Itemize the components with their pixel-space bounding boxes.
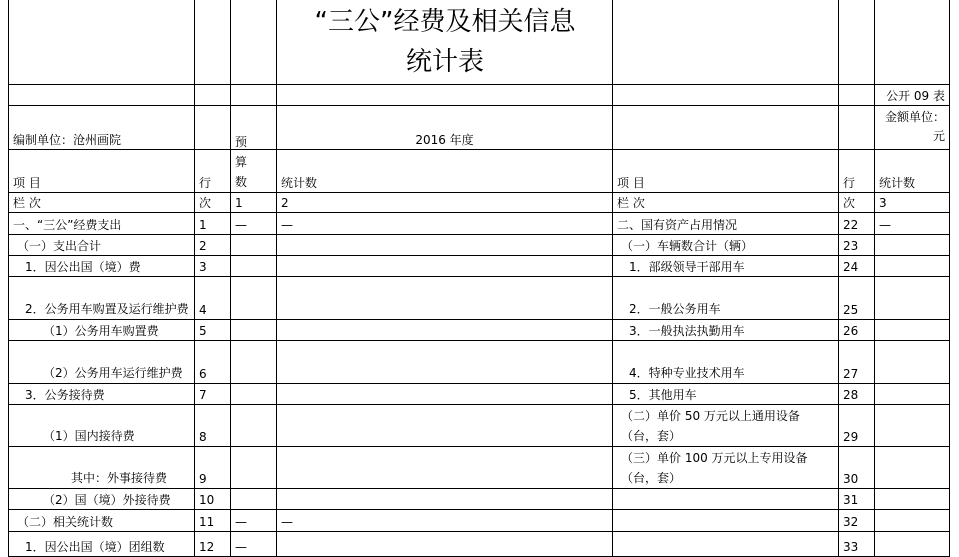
right-row-no-cell: 26 <box>838 319 875 341</box>
blank-cell <box>838 105 875 150</box>
left-budget-cell <box>230 255 277 277</box>
left-item-cell: （一）支出合计 <box>8 234 195 256</box>
right-item-cell: 5．其他用车 <box>612 383 839 405</box>
left-budget-cell <box>230 488 277 510</box>
col-index-row-2: 次 <box>838 192 875 213</box>
statistics-sheet <box>9 0 950 557</box>
left-budget-cell <box>230 404 277 447</box>
left-stat-cell <box>276 446 613 489</box>
blank-cell <box>8 84 195 106</box>
left-budget-cell <box>230 446 277 489</box>
header-item-2: 项 目 <box>612 149 839 193</box>
left-row-no-cell: 5 <box>194 319 231 341</box>
header-row-2: 行 <box>838 149 875 193</box>
left-row-no-cell: 6 <box>194 340 231 384</box>
left-row-no-cell: 3 <box>194 255 231 277</box>
left-item-cell: 1．因公出国（境）团组数 <box>8 531 195 557</box>
blank-cell <box>612 0 839 85</box>
right-stat-cell <box>874 446 950 489</box>
col-index-2: 2 <box>276 192 613 213</box>
right-item-cell: 1．部级领导干部用车 <box>612 255 839 277</box>
header-item: 项 目 <box>8 149 195 193</box>
left-item-cell: 3．公务接待费 <box>8 383 195 405</box>
header-budget: 预算数 <box>230 149 260 193</box>
left-row-no-cell: 4 <box>194 276 231 320</box>
blank-cell <box>230 84 277 106</box>
left-budget-cell <box>230 383 277 405</box>
col-index-1: 1 <box>230 192 277 213</box>
left-item-cell: （2）国（境）外接待费 <box>8 488 195 510</box>
right-stat-cell <box>874 404 950 447</box>
left-item-cell: （1）公务用车购置费 <box>8 319 195 341</box>
right-item-cell <box>612 531 839 557</box>
table-number: 公开 09 表 <box>874 84 950 106</box>
page-title <box>277 2 613 84</box>
left-budget-cell: — <box>230 212 277 235</box>
left-stat-cell <box>276 255 613 277</box>
col-index-3: 3 <box>874 192 950 213</box>
left-row-no-cell: 12 <box>194 531 231 557</box>
right-row-no-cell: 27 <box>838 340 875 384</box>
left-row-no-cell: 10 <box>194 488 231 510</box>
right-row-no-cell: 29 <box>838 404 875 447</box>
header-row: 行 <box>194 149 231 193</box>
right-stat-cell <box>874 255 950 277</box>
left-stat-cell <box>276 404 613 447</box>
right-stat-cell <box>874 509 950 532</box>
left-stat-cell <box>276 340 613 384</box>
right-row-no-cell: 32 <box>838 509 875 532</box>
left-row-no-cell: 1 <box>194 212 231 235</box>
left-item-cell: 2．公务用车购置及运行维护费 <box>8 276 195 320</box>
left-item-cell: （二）相关统计数 <box>8 509 195 532</box>
left-stat-cell <box>276 488 613 510</box>
left-budget-cell <box>230 319 277 341</box>
left-row-no-cell: 11 <box>194 509 231 532</box>
left-budget-cell <box>230 234 277 256</box>
right-item-cell: （一）车辆数合计（辆） <box>612 234 839 256</box>
right-item-cell <box>612 488 839 510</box>
right-stat-cell <box>874 276 950 320</box>
blank-cell <box>8 0 195 85</box>
left-stat-cell: — <box>276 212 613 235</box>
right-row-no-cell: 22 <box>838 212 875 235</box>
header-stat-2: 统计数 <box>874 149 950 193</box>
right-stat-cell <box>874 488 950 510</box>
right-item-cell: 二、国有资产占用情况 <box>612 212 839 235</box>
left-stat-cell <box>276 234 613 256</box>
right-stat-cell: — <box>874 212 950 235</box>
right-stat-cell <box>874 319 950 341</box>
left-stat-cell: — <box>276 509 613 532</box>
right-stat-cell <box>874 531 950 557</box>
left-item-cell: （1）国内接待费 <box>8 404 195 447</box>
right-item-cell: 4．特种专业技术用车 <box>612 340 839 384</box>
left-item-cell: 一、“三公”经费支出 <box>8 212 195 235</box>
blank-cell <box>874 0 950 85</box>
amount-unit-line-2: 元 <box>932 129 945 143</box>
col-index-label-2: 栏 次 <box>612 192 839 213</box>
right-row-no-cell: 25 <box>838 276 875 320</box>
right-stat-cell <box>874 383 950 405</box>
right-row-no-cell: 31 <box>838 488 875 510</box>
left-budget-cell <box>230 340 277 384</box>
header-budget-border <box>230 149 277 193</box>
left-item-cell: 1．因公出国（境）费 <box>8 255 195 277</box>
right-stat-cell <box>874 340 950 384</box>
left-budget-cell: — <box>230 509 277 532</box>
blank-cell <box>194 0 231 85</box>
left-row-no-cell: 7 <box>194 383 231 405</box>
left-row-no-cell: 8 <box>194 404 231 447</box>
right-row-no-cell: 24 <box>838 255 875 277</box>
left-row-no-cell: 9 <box>194 446 231 489</box>
amount-unit-line-1: 金额单位： <box>884 110 945 124</box>
right-item-cell <box>612 509 839 532</box>
title-line-2: 统计表 <box>405 47 484 77</box>
blank-cell <box>838 84 875 106</box>
right-item-cell: （三）单价 100 万元以上专用设备（台，套） <box>612 446 839 489</box>
right-row-no-cell: 28 <box>838 383 875 405</box>
left-item-cell: 其中：外事接待费 <box>8 446 195 489</box>
blank-cell <box>838 0 875 85</box>
left-item-cell: （2）公务用车运行维护费 <box>8 340 195 384</box>
right-item-cell: （二）单价 50 万元以上通用设备（台，套） <box>612 404 839 447</box>
left-budget-cell: — <box>230 531 277 557</box>
left-budget-cell <box>230 276 277 320</box>
right-stat-cell <box>874 234 950 256</box>
left-stat-cell <box>276 531 613 557</box>
compiler-unit: 编制单位：沧州画院 <box>8 105 195 150</box>
blank-cell <box>194 105 231 150</box>
right-item-cell: 3．一般执法执勤用车 <box>612 319 839 341</box>
right-row-no-cell: 30 <box>838 446 875 489</box>
blank-cell <box>612 105 839 150</box>
right-row-no-cell: 23 <box>838 234 875 256</box>
header-stat: 统计数 <box>276 149 613 193</box>
blank-cell <box>194 84 231 106</box>
left-row-no-cell: 2 <box>194 234 231 256</box>
left-stat-cell <box>276 276 613 320</box>
left-stat-cell <box>276 319 613 341</box>
title-line-1: “三公”经费及相关信息 <box>314 7 576 37</box>
blank-cell <box>612 84 839 106</box>
blank-cell <box>230 0 277 85</box>
amount-unit <box>874 105 950 150</box>
right-item-cell: 2．一般公务用车 <box>612 276 839 320</box>
col-index-row: 次 <box>194 192 231 213</box>
right-row-no-cell: 33 <box>838 531 875 557</box>
blank-cell <box>276 84 613 106</box>
left-stat-cell <box>276 383 613 405</box>
col-index-label: 栏 次 <box>8 192 195 213</box>
year-label: 2016 年度 <box>276 105 613 150</box>
